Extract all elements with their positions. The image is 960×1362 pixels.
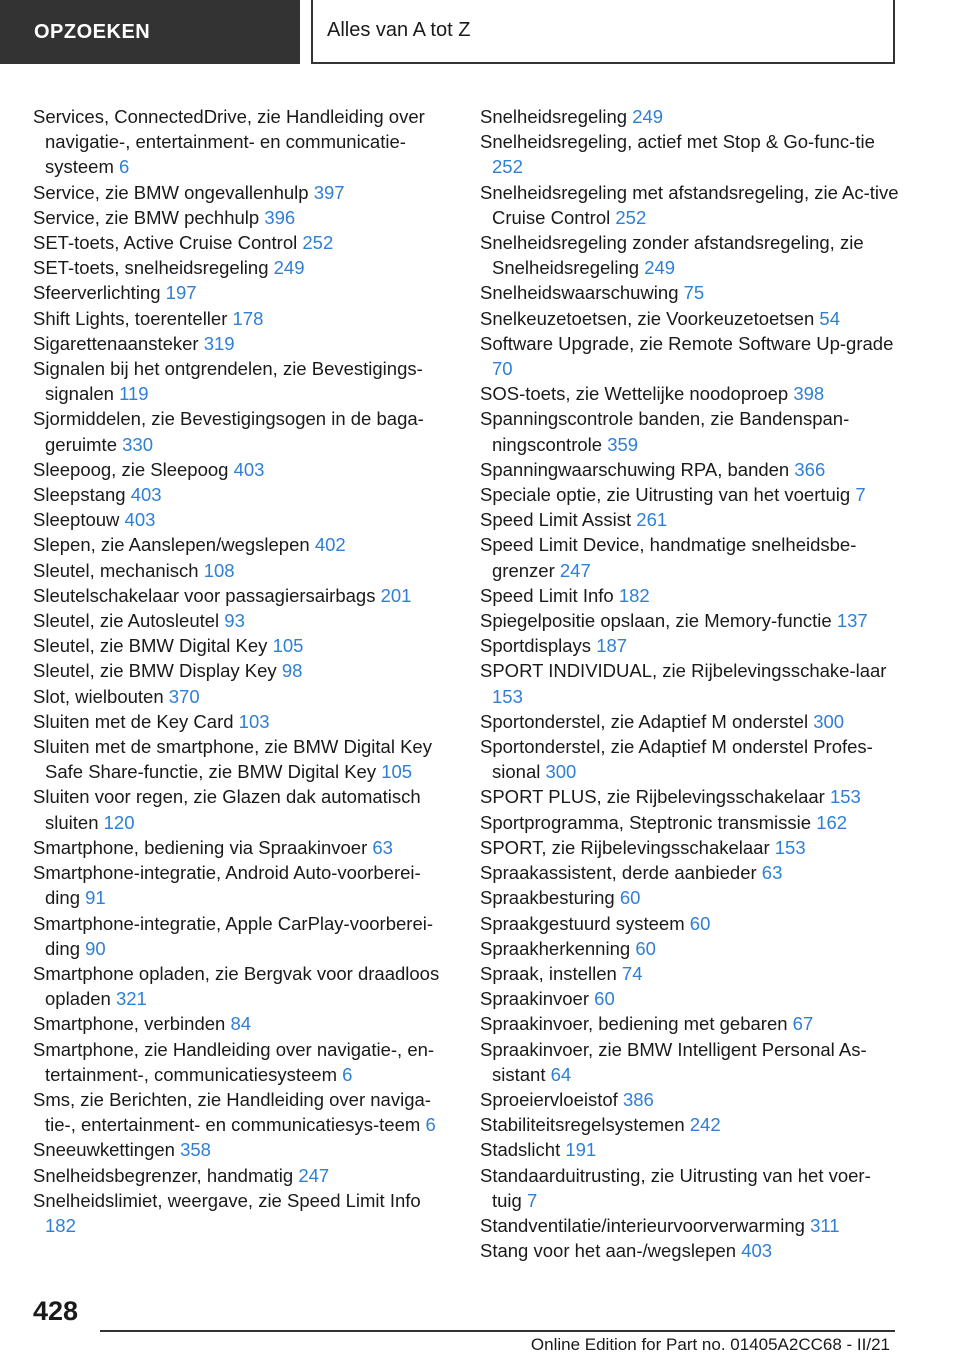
index-entry — [480, 658, 900, 708]
index-entry-text: Stabiliteitsregelsystemen — [480, 1114, 690, 1136]
index-entry — [480, 331, 900, 381]
index-entry-text: Sluiten voor regen, zie Glazen dak automatisch sluiten — [33, 786, 421, 833]
index-entry-text: Spraakherkenning — [480, 937, 636, 959]
page-reference-link[interactable]: 6 — [119, 156, 130, 178]
page-reference-link[interactable]: 252 — [615, 206, 647, 228]
index-entry — [480, 230, 900, 280]
index-entry-text: Smartphone, zie Handleiding over navigatie-, en-tertainment-, communicatiesysteem — [33, 1038, 435, 1085]
page-reference-link[interactable]: 252 — [492, 156, 523, 178]
index-entry-text: Sleepoog, zie Sleepoog — [33, 458, 234, 480]
index-entry — [480, 608, 900, 633]
index-entry — [33, 1163, 453, 1188]
index-entry-text: Speed Limit Assist — [480, 509, 637, 531]
index-entry — [480, 1087, 900, 1112]
index-entry-text: Signalen bij het ontgrendelen, zie Bevestigings-signalen — [33, 358, 423, 405]
page-reference-link[interactable]: 108 — [203, 559, 235, 581]
index-entry-text: Snelheidsbegrenzer, handmatig — [33, 1164, 299, 1186]
index-entry-text: Sproeiervloeistof — [480, 1088, 623, 1110]
page-reference-link[interactable]: 197 — [165, 282, 197, 304]
index-entry — [480, 306, 900, 331]
page-reference-link[interactable]: 91 — [85, 887, 106, 909]
index-entry — [33, 961, 453, 1011]
index-entry-text: Sportprogramma, Steptronic transmissie — [480, 811, 817, 833]
index-entry — [480, 280, 900, 305]
index-entry-text: Spiegelpositie opslaan, zie Memory-functie — [480, 610, 837, 632]
index-entry-text: Spraakassistent, derde aanbieder — [480, 862, 762, 884]
index-entry — [480, 961, 900, 986]
index-entry-text: Spraak, instellen — [480, 962, 622, 984]
page-reference-link[interactable]: 252 — [302, 232, 334, 254]
index-entry — [33, 709, 453, 734]
index-entry — [480, 1213, 900, 1238]
index-entry-text: Snelheidsregeling, actief met Stop & Go-func-tie — [480, 131, 875, 153]
page-reference-link[interactable]: 187 — [596, 635, 628, 657]
index-entry — [33, 835, 453, 860]
page-reference-link[interactable]: 64 — [550, 1063, 572, 1085]
page-reference-link[interactable]: 60 — [635, 937, 656, 959]
page-reference-link[interactable]: 137 — [836, 610, 868, 632]
index-entry-text: Snelheidsregeling — [480, 106, 633, 127]
page-reference-link[interactable]: 84 — [230, 1013, 252, 1035]
index-entry — [33, 1188, 453, 1238]
index-entry-text: Shift Lights, toerenteller — [33, 307, 233, 329]
page-reference-link[interactable]: 182 — [618, 584, 650, 606]
index-entry — [480, 784, 900, 809]
page-reference-link[interactable]: 403 — [741, 1240, 773, 1262]
index-entry — [480, 1238, 900, 1263]
index-entry — [33, 532, 453, 557]
index-entry — [480, 885, 900, 910]
page-number: 428 — [33, 1296, 79, 1326]
index-entry-text: Sleutel, zie Autosleutel — [33, 610, 225, 632]
page-reference-link[interactable]: 358 — [180, 1139, 211, 1161]
index-entry — [480, 381, 900, 406]
index-entry-text: Services, ConnectedDrive, zie Handleiding over navigatie-, entertainment- en communicatie-systeem — [33, 106, 425, 178]
index-entry-text: Slot, wielbouten — [33, 685, 169, 707]
index-entry — [33, 205, 453, 230]
index-entry-text: Standventilatie/interieurvoorverwarming — [480, 1214, 811, 1236]
index-entry-text: Stadslicht — [480, 1139, 566, 1161]
index-entry-text: Sfeerverlichting — [33, 282, 166, 304]
index-entry-text: Spraakinvoer, bediening met gebaren — [480, 1013, 793, 1035]
index-entry-text: Service, zie BMW ongevallenhulp — [33, 181, 314, 203]
page-reference-link[interactable]: 311 — [810, 1214, 840, 1236]
index-entry-text: Spanningscontrole banden, zie Bandenspan-ningscontrole — [480, 408, 850, 455]
index-entry-text: SET-toets, Active Cruise Control — [33, 232, 303, 254]
index-entry — [33, 180, 453, 205]
page-reference-link[interactable]: 153 — [492, 685, 523, 707]
index-entry-text: Sms, zie Berichten, zie Handleiding over naviga-tie-, entertainment- en communicatiesys-teem — [33, 1088, 431, 1136]
index-entry — [33, 457, 453, 482]
page-reference-link[interactable]: 119 — [119, 383, 149, 405]
page-reference-link[interactable]: 201 — [380, 584, 412, 606]
index-entry — [480, 1011, 900, 1036]
page-reference-link[interactable]: 300 — [545, 761, 577, 783]
page-reference-link[interactable]: 162 — [816, 811, 848, 833]
index-entry-text: Sleeptouw — [33, 509, 125, 531]
page-reference-link[interactable]: 403 — [124, 509, 156, 531]
index-entry — [33, 406, 453, 456]
index-entry-text: Service, zie BMW pechhulp — [33, 206, 265, 228]
index-entry-text: SPORT, zie Rijbelevingsschakelaar — [480, 836, 775, 858]
index-entry — [33, 1137, 453, 1162]
index-entry — [33, 331, 453, 356]
index-entry — [33, 734, 453, 784]
index-entry-text: Sleepstang — [33, 484, 131, 506]
page-reference-link[interactable]: 249 — [273, 257, 305, 279]
page-reference-link[interactable]: 300 — [813, 710, 845, 732]
page-reference-link[interactable]: 63 — [761, 862, 783, 884]
index-entry-text: Speed Limit Device, handmatige snelheidsbe-grenzer — [480, 534, 857, 581]
index-entry — [33, 558, 453, 583]
page-reference-link[interactable]: 7 — [526, 1189, 538, 1211]
index-entry — [33, 230, 453, 255]
index-entry-text: Snelheidsregeling met afstandsregeling, zie Ac-tive Cruise Control — [480, 181, 899, 228]
index-entry-text: Snelkeuzetoetsen, zie Voorkeuzetoetsen — [480, 307, 820, 329]
index-entry — [33, 684, 453, 709]
page-reference-link[interactable]: 70 — [492, 358, 513, 380]
index-entry-text: Sneeuwkettingen — [33, 1139, 181, 1161]
index-column-right — [480, 104, 900, 1263]
index-entry — [480, 532, 900, 582]
index-entry-text: Software Upgrade, zie Remote Software Up-grade — [480, 332, 894, 354]
index-entry-text: Spraakbesturing — [480, 887, 620, 909]
page-reference-link[interactable]: 60 — [689, 912, 711, 934]
index-entry-text: Sluiten met de Key Card — [33, 710, 239, 732]
index-entry-text: Sleutelschakelaar voor passagiersairbags — [33, 584, 381, 606]
footer-edition: Online Edition for Part no. 01405A2CC68 - II/21 — [530, 1335, 890, 1354]
page-reference-link[interactable]: 7 — [855, 484, 866, 506]
index-entry — [33, 356, 453, 406]
page-reference-link[interactable]: 396 — [264, 206, 296, 228]
index-entry — [33, 507, 453, 532]
page-reference-link[interactable]: 153 — [829, 786, 861, 808]
index-entry-text: Sleutel, zie BMW Digital Key — [33, 635, 273, 657]
index-entry — [480, 1037, 900, 1087]
index-entry — [480, 180, 900, 230]
index-entry-text: Speed Limit Info — [480, 584, 619, 606]
index-entry-text: Sportonderstel, zie Adaptief M onderstel Profes-sional — [480, 736, 873, 783]
page-reference-link[interactable]: 261 — [636, 509, 668, 531]
page-reference-link[interactable]: 398 — [793, 383, 825, 405]
page-reference-link[interactable]: 397 — [313, 181, 345, 203]
section-tab: OPZOEKEN — [0, 0, 300, 64]
index-entry-text: Sluiten met de smartphone, zie BMW Digital Key Safe Share-functie, zie BMW Digital Key — [33, 736, 432, 783]
page-reference-link[interactable]: 90 — [85, 937, 106, 959]
index-entry-text: Spraakinvoer, zie BMW Intelligent Personal As-sistant — [480, 1038, 867, 1085]
index-entry-text: Snelheidslimiet, weergave, zie Speed Limit Info — [33, 1189, 421, 1211]
page-reference-link[interactable]: 242 — [689, 1114, 721, 1136]
index-entry-text: Sigarettenaansteker — [33, 332, 204, 354]
page-title: Alles van A tot Z — [311, 0, 895, 64]
page-reference-link[interactable]: 98 — [281, 660, 303, 682]
footer-divider — [100, 1330, 895, 1332]
index-entry-text: Smartphone opladen, zie Bergvak voor draadloos opladen — [33, 962, 440, 1010]
index-entry — [33, 306, 453, 331]
index-entry-text: Sleutel, zie BMW Display Key — [33, 660, 282, 682]
index-entry — [33, 784, 453, 834]
index-entry — [33, 255, 453, 280]
index-entry — [480, 1112, 900, 1137]
index-entry — [33, 583, 453, 608]
index-entry — [480, 986, 900, 1011]
page-reference-link[interactable]: 60 — [619, 887, 641, 909]
index-entry — [33, 280, 453, 305]
page-reference-link[interactable]: 403 — [130, 484, 162, 506]
index-entry-text: Sleutel, mechanisch — [33, 559, 204, 581]
index-entry — [480, 129, 900, 179]
index-entry-text: Snelheidsregeling zonder afstandsregeling, zie Snelheidsregeling — [480, 232, 864, 279]
index-entry — [480, 835, 900, 860]
page-reference-link[interactable]: 74 — [621, 962, 643, 984]
page-reference-link[interactable]: 103 — [238, 710, 270, 732]
index-entry-text: Smartphone, verbinden — [33, 1013, 231, 1035]
page-reference-link[interactable]: 153 — [774, 836, 806, 858]
page-reference-link[interactable]: 6 — [342, 1063, 353, 1085]
index-entry-text: Standaarduitrusting, zie Uitrusting van het voer-tuig — [480, 1164, 871, 1211]
index-entry-text: SET-toets, snelheidsregeling — [33, 257, 274, 279]
page-reference-link[interactable]: 67 — [792, 1013, 814, 1035]
index-entry — [480, 936, 900, 961]
page-reference-link[interactable]: 321 — [115, 988, 147, 1010]
index-entry — [33, 658, 453, 683]
page-reference-link[interactable]: 249 — [644, 257, 676, 279]
page-reference-link[interactable]: 182 — [45, 1214, 76, 1236]
index-entry — [33, 104, 453, 180]
page-reference-link[interactable]: 403 — [233, 458, 265, 480]
index-entry — [33, 633, 453, 658]
index-entry — [33, 911, 453, 961]
index-entry-text: Spraakgestuurd systeem — [480, 912, 690, 934]
index-entry — [33, 1087, 453, 1137]
index-entry-text: SPORT INDIVIDUAL, zie Rijbelevingsschake-laar — [480, 660, 887, 682]
index-entry — [480, 104, 900, 129]
index-entry — [480, 860, 900, 885]
page-reference-link[interactable]: 6 — [425, 1114, 436, 1136]
index-entry-text: Spanningwaarschuwing RPA, banden — [480, 458, 795, 480]
index-entry-text: SOS-toets, zie Wettelijke noodoproep — [480, 383, 794, 405]
page-reference-link[interactable]: 105 — [381, 761, 413, 783]
index-entry — [480, 457, 900, 482]
index-column-left — [33, 104, 453, 1238]
index-entry-text: Slepen, zie Aanslepen/wegslepen — [33, 534, 315, 556]
index-entry-text: SPORT PLUS, zie Rijbelevingsschakelaar — [480, 786, 830, 808]
index-entry — [480, 810, 900, 835]
index-entry — [33, 860, 453, 910]
index-entry-text: Smartphone-integratie, Apple CarPlay-voorberei-ding — [33, 912, 434, 959]
page-reference-link[interactable]: 191 — [565, 1139, 597, 1161]
page-reference-link[interactable]: 60 — [594, 988, 615, 1010]
index-entry — [33, 482, 453, 507]
index-entry — [33, 608, 453, 633]
index-entry-text: Spraakinvoer — [480, 988, 595, 1010]
page-reference-link[interactable]: 319 — [203, 332, 235, 354]
index-entry-text: Sjormiddelen, zie Bevestigingsogen in de baga-geruimte — [33, 408, 424, 455]
index-entry — [480, 1137, 900, 1162]
page-reference-link[interactable]: 386 — [622, 1088, 654, 1110]
index-entry-text: Speciale optie, zie Uitrusting van het voertuig — [480, 484, 856, 506]
index-entry — [480, 507, 900, 532]
index-entry — [480, 633, 900, 658]
index-entry — [480, 406, 900, 456]
index-entry-text: Sportonderstel, zie Adaptief M onderstel — [480, 710, 814, 732]
page-reference-link[interactable]: 370 — [168, 685, 200, 707]
index-entry — [480, 911, 900, 936]
page-reference-link[interactable]: 247 — [298, 1164, 330, 1186]
index-entry-text: Smartphone-integratie, Android Auto-voorberei-ding — [33, 862, 421, 909]
index-entry-text: Sportdisplays — [480, 635, 597, 657]
page-reference-link[interactable]: 249 — [632, 106, 664, 127]
page-reference-link[interactable]: 178 — [232, 307, 264, 329]
index-entry — [33, 1011, 453, 1036]
page-reference-link[interactable]: 359 — [607, 433, 639, 455]
page-reference-link[interactable]: 63 — [372, 836, 393, 858]
page-reference-link[interactable]: 105 — [272, 635, 304, 657]
page-reference-link[interactable]: 402 — [314, 534, 346, 556]
index-entry — [480, 709, 900, 734]
index-entry — [480, 734, 900, 784]
index-entry — [480, 482, 900, 507]
index-entry — [480, 583, 900, 608]
page-reference-link[interactable]: 75 — [683, 282, 705, 304]
page-reference-link[interactable]: 120 — [103, 811, 135, 833]
index-entry — [33, 1037, 453, 1087]
page-reference-link[interactable]: 366 — [794, 458, 826, 480]
index-entry-text: Stang voor het aan-/wegslepen — [480, 1240, 742, 1262]
page-reference-link[interactable]: 330 — [122, 433, 153, 455]
index-entry — [480, 1163, 900, 1213]
page-reference-link[interactable]: 247 — [559, 559, 591, 581]
index-entry-text: Smartphone, bediening via Spraakinvoer — [33, 836, 373, 858]
index-entry-text: Snelheidswaarschuwing — [480, 282, 684, 304]
page-reference-link[interactable]: 93 — [224, 610, 245, 632]
page-reference-link[interactable]: 54 — [819, 307, 840, 329]
